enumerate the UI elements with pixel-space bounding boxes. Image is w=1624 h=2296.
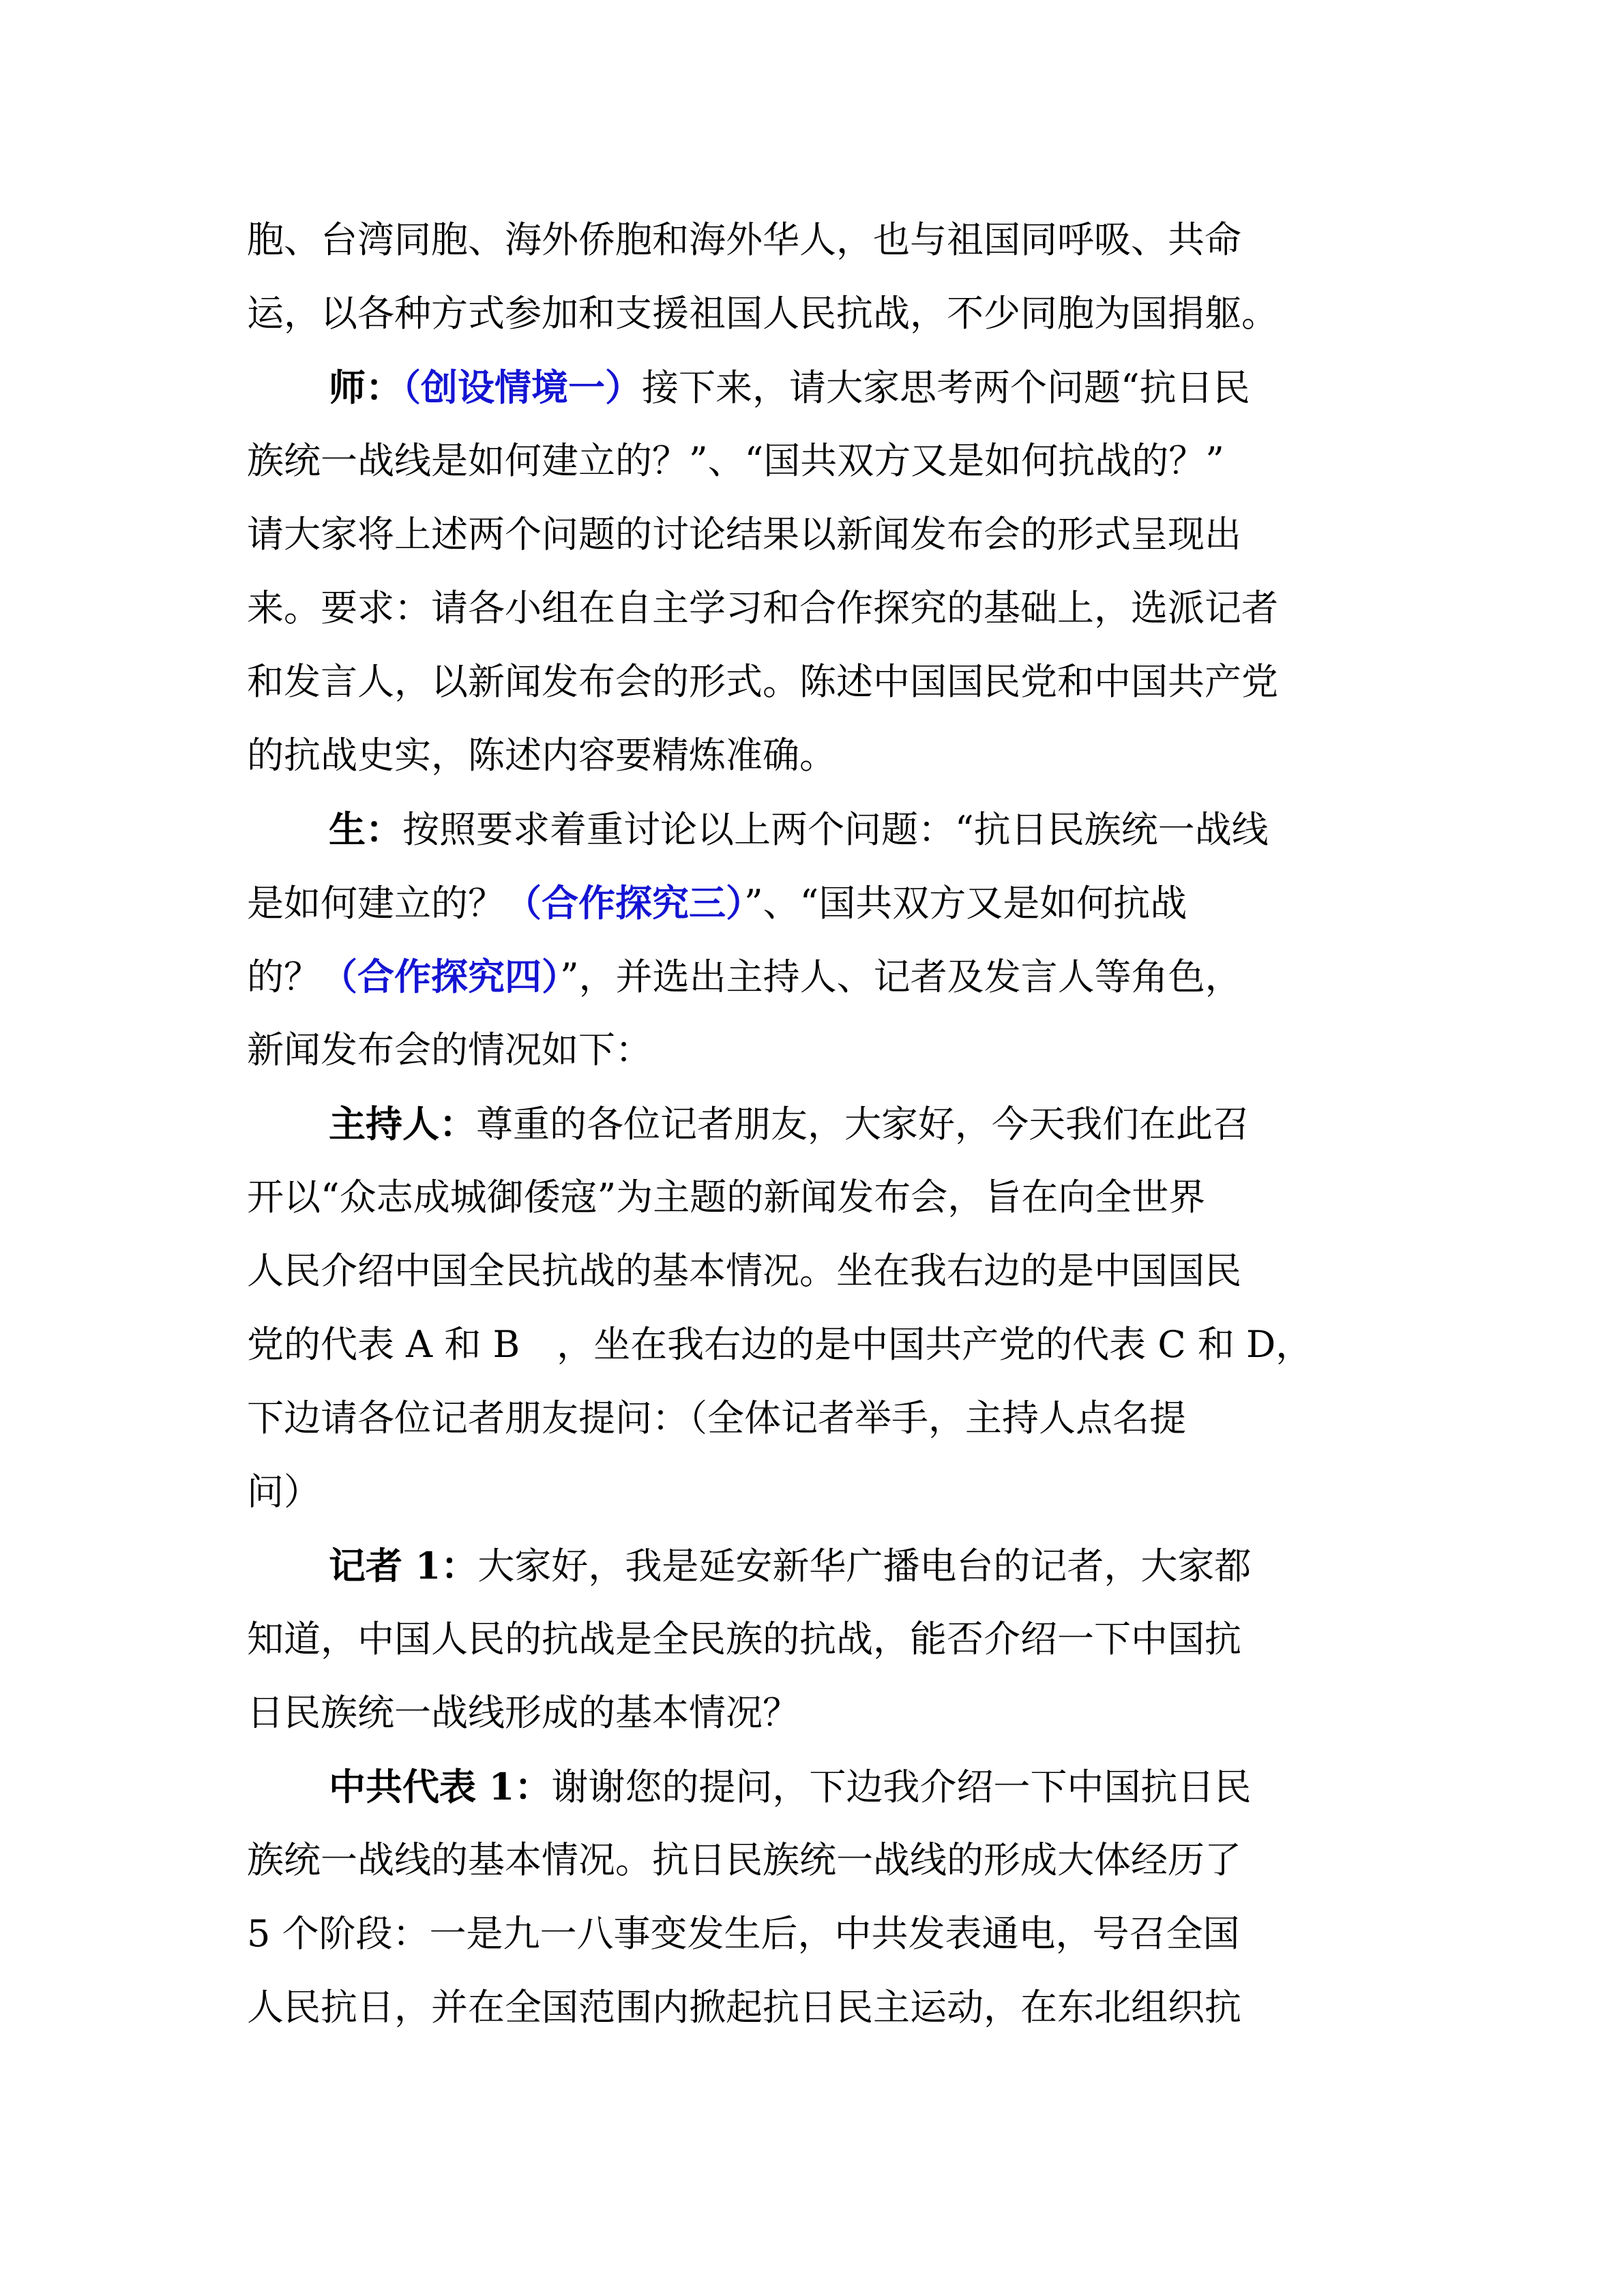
text-run: 开以“众志成城御倭寇”为主题的新闻发布会，旨在向全世界 <box>247 1176 1206 1219</box>
text-line <box>247 1986 1241 2029</box>
text-run: 人民抗日，并在全国范围内掀起抗日民主运动，在东北组织抗 <box>247 1986 1241 2029</box>
text-run: 来。要求：请各小组在自主学习和合作探究的基础上，选派记者 <box>247 586 1278 629</box>
text-run: 族统一战线的基本情况。抗日民族统一战线的形成大体经历了 <box>247 1838 1241 1881</box>
text-line <box>247 1176 1205 1219</box>
text-line <box>247 734 836 777</box>
text-line <box>247 292 1278 336</box>
speaker-label: 师： <box>329 366 402 409</box>
text-run: 族统一战线是如何建立的？”、“国共双方又是如何抗战的？” <box>247 439 1224 482</box>
text-line <box>247 955 1242 999</box>
text-line <box>247 881 1187 925</box>
text-line <box>247 660 1278 704</box>
text-run: 人民介绍中国全民抗战的基本情况。坐在我右边的是中国国民 <box>247 1249 1241 1292</box>
text-line <box>247 1470 321 1514</box>
text-run: 的？ <box>247 955 321 998</box>
speaker-label: 记者 1： <box>329 1544 478 1587</box>
text-run: 请大家将上述两个问题的讨论结果以新闻发布会的形式呈现出 <box>247 513 1241 556</box>
text-run: ”，并选出主持人、记者及发言人等角色， <box>560 955 1242 998</box>
text-line <box>329 807 1269 852</box>
text-run: 尊重的各位记者朋友，大家好，今天我们在此召 <box>476 1103 1250 1146</box>
text-line <box>247 1838 1241 1882</box>
text-line <box>247 1249 1241 1293</box>
speaker-label: 生： <box>329 807 402 851</box>
text-run: 按照要求着重讨论以上两个问题：“抗日民族统一战线 <box>402 808 1269 851</box>
text-line <box>329 1544 1251 1588</box>
text-run: 知道，中国人民的抗战是全民族的抗战，能否介绍一下中国抗 <box>247 1617 1241 1660</box>
text-line <box>247 1691 799 1735</box>
text-line <box>329 1765 1251 1809</box>
text-line <box>329 1102 1250 1146</box>
text-run: 和发言人，以新闻发布会的形式。陈述中国国民党和中国共产党 <box>247 660 1278 703</box>
text-run: 大家好，我是延安新华广播电台的记者，大家都 <box>477 1545 1252 1587</box>
text-run: 胞、台湾同胞、海外侨胞和海外华人，也与祖国同呼吸、共命 <box>247 218 1241 261</box>
text-line <box>247 1617 1241 1661</box>
text-line <box>247 1912 1240 1956</box>
text-line <box>247 218 1241 262</box>
text-run: 的抗战史实，陈述内容要精炼准确。 <box>247 734 836 777</box>
speaker-label: 中共代表 1： <box>329 1765 552 1808</box>
text-run: ”、“国共双方又是如何抗战 <box>744 882 1187 925</box>
text-line <box>247 1397 1186 1440</box>
text-run: 5 个阶段：一是九一八事变发生后，中共发表通电，号召全国 <box>247 1912 1240 1955</box>
text-line <box>247 1323 1312 1367</box>
text-run: 是如何建立的？ <box>247 882 505 925</box>
text-run: 问） <box>247 1470 321 1513</box>
text-line <box>247 586 1278 630</box>
text-run: 运，以各种方式参加和支援祖国人民抗战，不少同胞为国捐躯。 <box>247 292 1278 335</box>
speaker-label: 主持人： <box>329 1102 476 1146</box>
text-run: 党的代表 A 和 B ，坐在我右边的是中国共产党的代表 C 和 D， <box>247 1323 1313 1366</box>
text-run: 接下来，请大家思考两个问题“抗日民 <box>642 366 1250 409</box>
text-run: 谢谢您的提问，下边我介绍一下中国抗日民 <box>551 1765 1252 1808</box>
text-run: 新闻发布会的情况如下： <box>247 1028 652 1071</box>
text-line <box>329 366 1250 410</box>
activity-tag: （合作探究三） <box>505 881 744 925</box>
text-line <box>247 439 1224 483</box>
text-line <box>247 1028 652 1072</box>
activity-tag: （合作探究四） <box>321 955 560 998</box>
text-line <box>247 513 1241 556</box>
text-run: 日民族统一战线形成的基本情况？ <box>247 1691 799 1734</box>
text-run: 下边请各位记者朋友提问：（全体记者举手，主持人点名提 <box>247 1397 1186 1440</box>
activity-tag: （创设情境一） <box>402 366 642 409</box>
